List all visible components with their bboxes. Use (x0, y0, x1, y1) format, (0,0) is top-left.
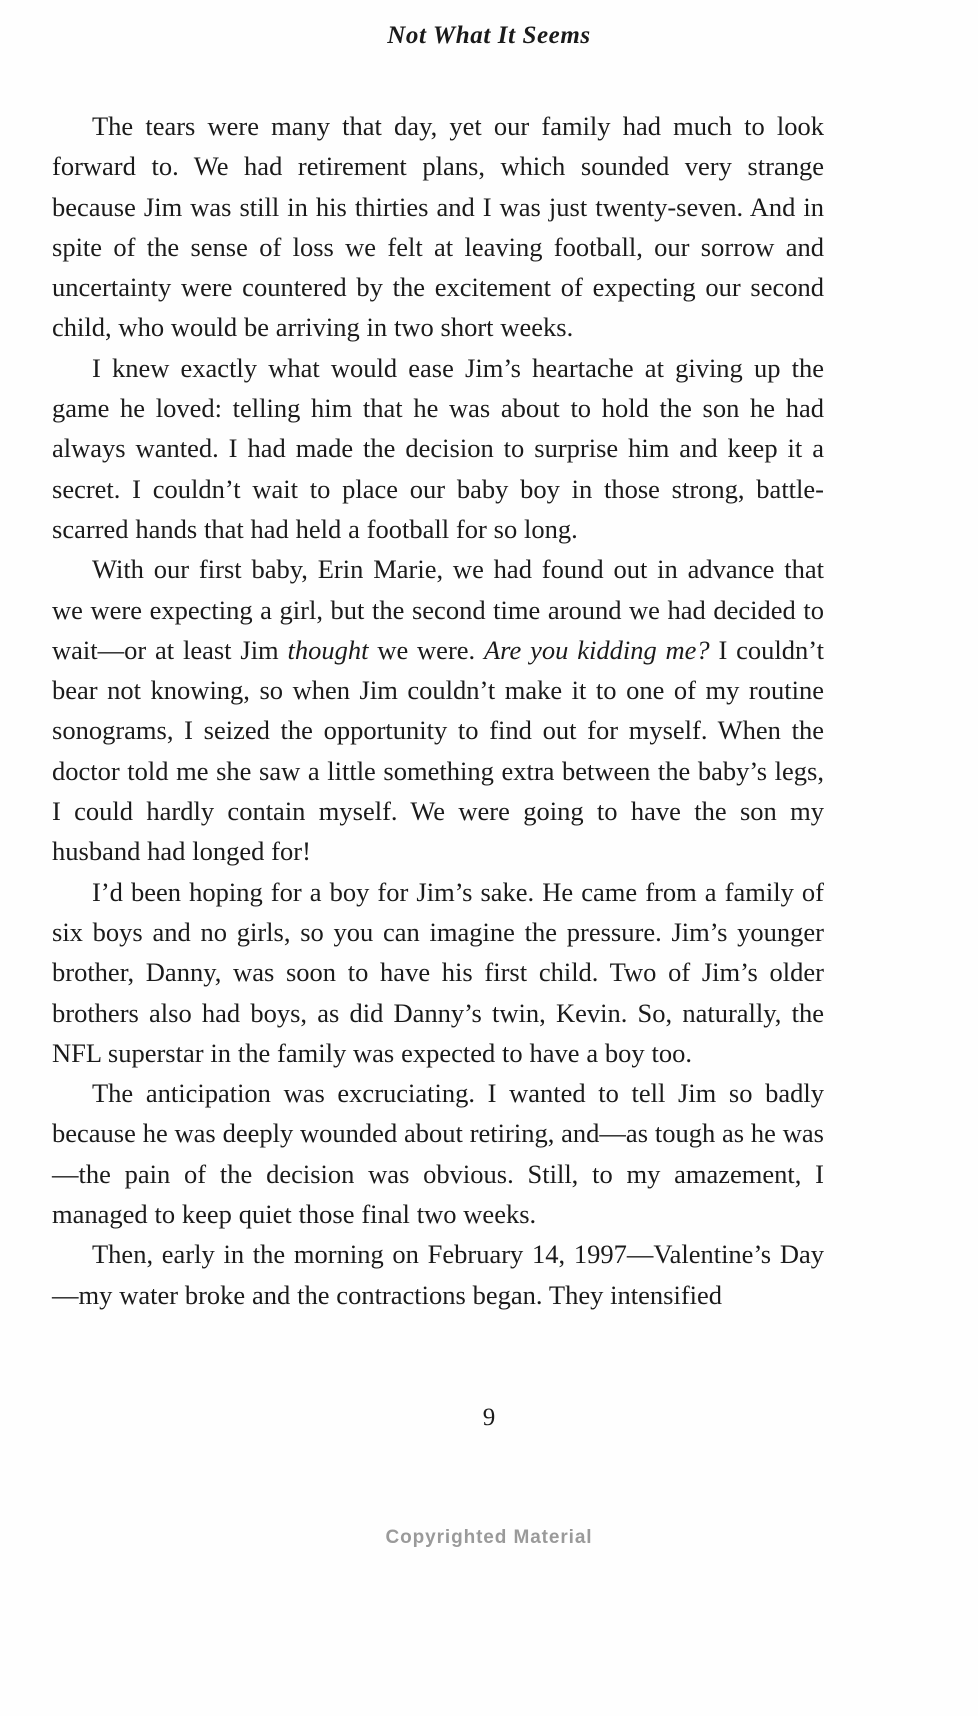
paragraph: I’d been hoping for a boy for Jim’s sake. He came from a family of six boys and no girls, so you can imagine the pressure. Jim’s younger brother, Danny, was soon to have his first child. Two of Jim’s older brothers also had boys, as did Danny’s twin, Kevin. So, naturally, the NFL superstar in the family was expected to have a boy too. (52, 876, 824, 1068)
paragraph: The anticipation was excruciating. I wanted to tell Jim so badly because he was deeply wounded about retiring, and—as tough as he was—the pain of the decision was obvious. Still, to my amazement, I managed to keep quiet those final two weeks. (52, 1078, 824, 1230)
body-text-block (52, 106, 824, 1315)
page-number: 9 (482, 1404, 496, 1431)
paragraph: The tears were many that day, yet our family had much to look forward to. We had retirement plans, which sounded very strange because Jim was still in his thirties and I was just twenty-seven. And in spite of the sense of loss we felt at leaving football, our sorrow and uncertainty were countered by the excitement of expecting our second child, who would be arriving in two short weeks. (52, 111, 824, 343)
paragraph: Then, early in the morning on February 14, 1997—Valentine’s Day—my water broke and the contractions began. They intensified (52, 1239, 824, 1310)
copyright-notice-bar (0, 1527, 978, 1549)
copyright-notice-label: Copyrighted Material (385, 1527, 593, 1548)
running-head: Not What It Seems (387, 22, 591, 49)
emphasis-text: Are you kidding me? (484, 634, 710, 665)
paragraph: With our first baby, Erin Marie, we had found out in advance that we were expecting a girl, but the second time around we had decided to wait—or at least Jim thought we were. Are you kidding me? I couldn’t bear not knowing, so when Jim couldn’t make it to one of my routine sonograms, I seized the opportunity to find out for myself. When the doctor told me she saw a little something extra between the baby’s legs, I could hardly contain myself. We were going to have the son my husband had longed for! (52, 554, 824, 867)
paragraph: I knew exactly what would ease Jim’s heartache at giving up the game he loved: telling him that he was about to hold the son he had always wanted. I had made the decision to surprise him and keep it a secret. I couldn’t wait to place our baby boy in those strong, battle-scarred hands that had held a football for so long. (52, 352, 824, 544)
emphasis-text: thought (287, 634, 369, 665)
